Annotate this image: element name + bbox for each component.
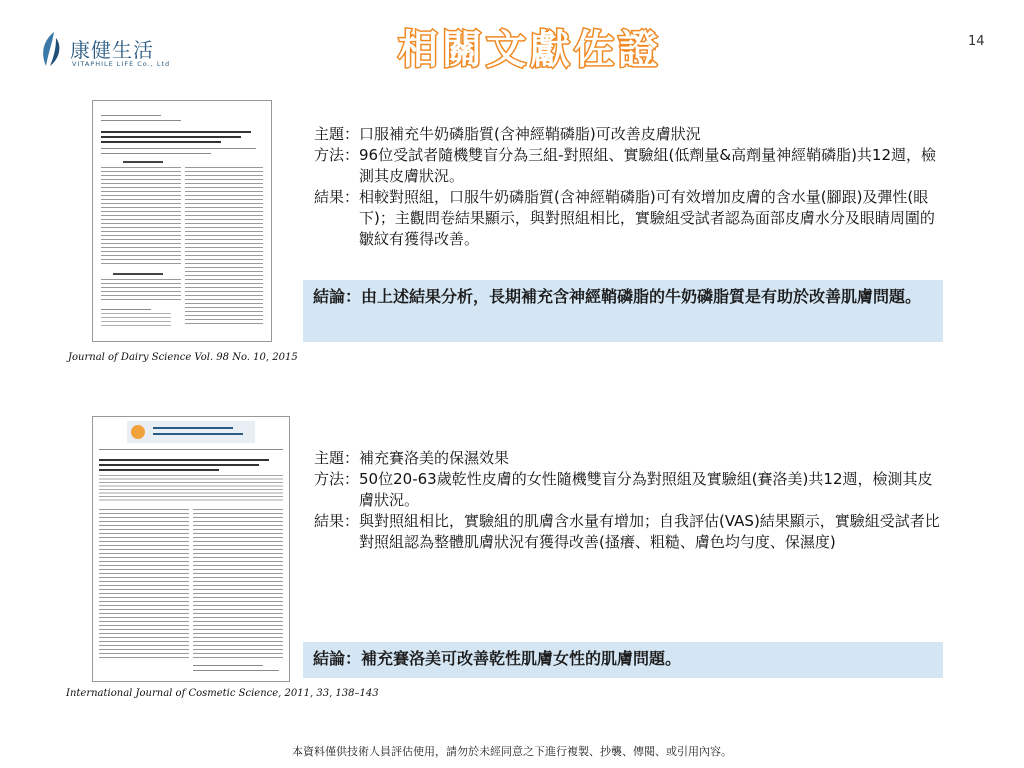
study-1-result (314, 187, 944, 250)
topic-label: 主題： (314, 125, 360, 143)
method-text: 96位受試者隨機雙盲分為三組-對照組、實驗組(低劑量&高劑量神經鞘磷脂)共12週，檢測其皮膚狀況。 (359, 146, 937, 185)
page-number: 14 (968, 34, 985, 49)
conclusion-label: 結論： (313, 287, 362, 306)
study-1-conclusion (303, 280, 943, 342)
leaf-logo-icon (36, 30, 66, 70)
study-2-topic (314, 448, 944, 469)
page-title: 相關文獻佐證 (398, 27, 662, 73)
method-text: 50位20-63歲乾性皮膚的女性隨機雙盲分為對照組及實驗組(賽洛美)共12週，檢測其皮膚狀況。 (359, 470, 933, 509)
result-label: 結果： (314, 512, 360, 530)
method-label: 方法： (314, 470, 360, 488)
result-text: 與對照組相比，實驗組的肌膚含水量有增加；自我評估(VAS)結果顯示，實驗組受試者比對照組認為整體肌膚狀況有獲得改善(搔癢、粗糙、膚色均勻度、保濕度) (359, 512, 940, 551)
footer-disclaimer: 本資料僅供技術人員評估使用，請勿於未經同意之下進行複製、抄襲、傳閱、或引用內容。 (292, 745, 732, 758)
study-2-method (314, 469, 944, 511)
paper-caption-2: International Journal of Cosmetic Science, 2011, 33, 138–143 (66, 688, 379, 699)
conclusion-label: 結論： (313, 649, 362, 668)
topic-label: 主題： (314, 449, 360, 467)
company-logo (36, 30, 196, 78)
study-1-summary (314, 124, 944, 250)
conclusion-text: 補充賽洛美可改善乾性肌膚女性的肌膚問題。 (361, 649, 682, 668)
topic-text: 口服補充牛奶磷脂質(含神經鞘磷脂)可改善皮膚狀況 (359, 125, 701, 143)
result-label: 結果： (314, 188, 360, 206)
method-label: 方法： (314, 146, 360, 164)
study-2-summary (314, 448, 944, 553)
paper-thumbnail-1 (92, 100, 272, 342)
study-1-topic (314, 124, 944, 145)
logo-name-en: VITAPHILE LIFE Co., Ltd (72, 60, 171, 68)
topic-text: 補充賽洛美的保濕效果 (359, 449, 510, 467)
conclusion-text: 由上述結果分析，長期補充含神經鞘磷脂的牛奶磷脂質是有助於改善肌膚問題。 (361, 287, 922, 306)
logo-name-cn: 康健生活 (70, 38, 154, 62)
study-1-method (314, 145, 944, 187)
study-2-result (314, 511, 944, 553)
result-text: 相較對照組，口服牛奶磷脂質(含神經鞘磷脂)可有效增加皮膚的含水量(腳跟)及彈性(眼下)；主觀問卷結果顯示，與對照組相比，實驗組受試者認為面部皮膚水分及眼睛周圍的皺紋有獲得改善。 (359, 188, 935, 248)
paper-caption-1: Journal of Dairy Science Vol. 98 No. 10, 2015 (68, 352, 298, 363)
study-2-conclusion (303, 642, 943, 678)
paper-thumbnail-2 (92, 416, 290, 682)
